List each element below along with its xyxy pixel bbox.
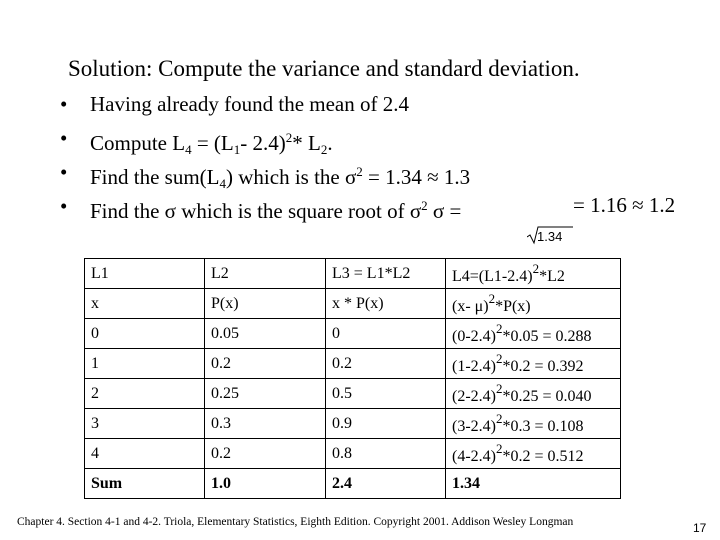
table-cell: $(2-2.4)^2*0.25 = 0.040$ xyxy=(446,379,621,409)
table-header-row xyxy=(85,259,621,289)
table-row xyxy=(85,409,621,439)
bullet-item xyxy=(60,124,710,158)
page-number: 17 xyxy=(693,521,707,535)
table-cell: 0.05 xyxy=(205,319,326,349)
table-cell: 0.2 xyxy=(205,349,326,379)
sqrt-radicand: 1.34 xyxy=(537,229,563,244)
table-cell: 0.9 xyxy=(326,409,446,439)
table-row xyxy=(85,349,621,379)
table-header-cell: L2 xyxy=(205,259,326,289)
table-cell: 0.8 xyxy=(326,439,446,469)
table-cell: 1.0 xyxy=(205,469,326,499)
table-cell: 0 xyxy=(85,319,205,349)
table-cell: P(x) xyxy=(205,289,326,319)
table-cell: 0 xyxy=(326,319,446,349)
bullet-item xyxy=(60,90,710,124)
slide-title: Solution: Compute the variance and standard deviation. xyxy=(68,56,580,81)
bullet-text-mean: Having already found the mean of 2.4 xyxy=(90,92,409,116)
table-cell: 0.2 xyxy=(205,439,326,469)
table-cell: Sum xyxy=(85,469,205,499)
table-cell: x xyxy=(85,289,205,319)
table-cell: $(4-2.4)^2*0.2 = 0.512$ xyxy=(446,439,621,469)
footer-citation: Chapter 4. Section 4-1 and 4-2. Triola, Elementary Statistics, Eighth Edition. Copyright 2001. Addison Wesley Longman xyxy=(17,516,574,528)
bullet-dot: • xyxy=(60,160,68,184)
table-header-cell: L1 xyxy=(85,259,205,289)
bullet-dot: • xyxy=(60,92,68,116)
table-cell: (x- μ)$^2$*P(x) xyxy=(446,289,621,319)
table-cell: $(1-2.4)^2*0.2 = 0.392$ xyxy=(446,349,621,379)
table-cell: 3 xyxy=(85,409,205,439)
bullet-item xyxy=(60,158,710,192)
table-cell: $(0-2.4)^2*0.05 = 0.288$ xyxy=(446,319,621,349)
table-cell: 0.25 xyxy=(205,379,326,409)
bullet-dot: • xyxy=(60,194,68,218)
variance-table xyxy=(84,258,621,499)
bullet-dot: • xyxy=(60,126,68,150)
table-cell: 1 xyxy=(85,349,205,379)
bullet-text-compute-l4: Compute $L_4 = (L_1-$ 2.4)$^2$* $L_2$. xyxy=(90,130,333,157)
table-row xyxy=(85,319,621,349)
table-header-cell: L3 = L1*L2 xyxy=(326,259,446,289)
table-subheader-row xyxy=(85,289,621,319)
table-cell: 0.3 xyxy=(205,409,326,439)
sqrt-result: = 1.16 ≈ 1.2 xyxy=(573,193,676,217)
bullet-text-sum: Find the $sum(L_4)$ which is the $\sigma^2 = 1.34 \approx 1.3$ xyxy=(90,164,471,191)
bullet-text-sigma: Find the σ which is the square root of $\sigma^2$ σ = xyxy=(90,198,462,223)
table-sum-row xyxy=(85,469,621,499)
table-cell: 0.5 xyxy=(326,379,446,409)
table-cell: x * P(x) xyxy=(326,289,446,319)
table-row xyxy=(85,379,621,409)
table-cell: 2 xyxy=(85,379,205,409)
table-cell: 1.34 xyxy=(446,469,621,499)
table-cell: 0.2 xyxy=(326,349,446,379)
table-cell: 2.4 xyxy=(326,469,446,499)
table-cell: 4 xyxy=(85,439,205,469)
table-row xyxy=(85,439,621,469)
table-cell: $(3-2.4)^2*0.3 = 0.108$ xyxy=(446,409,621,439)
table-header-cell: $L4=(L1-2.4)^2*L2$ xyxy=(446,259,621,289)
